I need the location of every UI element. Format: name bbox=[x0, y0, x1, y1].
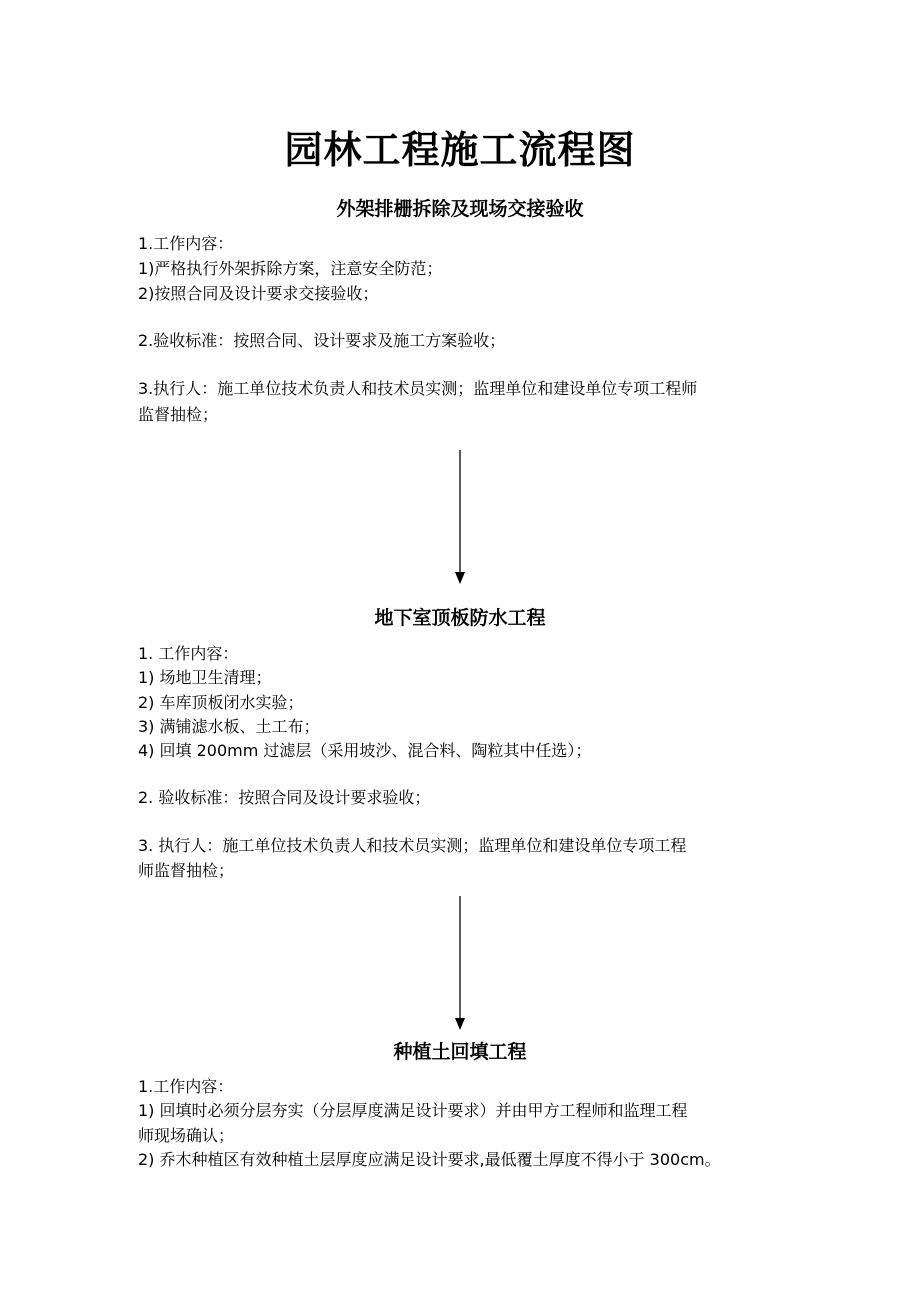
section-text-line: 1.工作内容： bbox=[138, 1077, 234, 1096]
section-text-line: 师监督抽检； bbox=[138, 861, 235, 880]
section-text-line: 1) 回填时必须分层夯实（分层厚度满足设计要求）并由甲方工程师和监理工程 bbox=[138, 1101, 688, 1120]
section-text-line: 3.执行人：施工单位技术负责人和技术员实测；监理单位和建设单位专项工程师 bbox=[138, 379, 698, 398]
section-text-line: 2) 车库顶板闭水实验； bbox=[138, 693, 304, 712]
page-title: 园林工程施工流程图 bbox=[284, 128, 636, 172]
section-text-line: 2) 乔木种植区有效种植土层厚度应满足设计要求,最低覆土厚度不得小于 300cm。 bbox=[138, 1150, 721, 1169]
section-text-line: 1)严格执行外架拆除方案，注意安全防范； bbox=[138, 259, 443, 278]
section-text-line: 3. 执行人：施工单位技术负责人和技术员实测；监理单位和建设单位专项工程 bbox=[138, 836, 687, 855]
section-heading-planting-soil-backfill: 种植土回填工程 bbox=[393, 1041, 527, 1063]
flow-arrow-down bbox=[452, 450, 468, 586]
section-text-line: 4) 回填 200mm 过滤层（采用坡沙、混合料、陶粒其中任选）； bbox=[138, 741, 592, 760]
section-text-line: 2. 验收标准：按照合同及设计要求验收； bbox=[138, 788, 431, 807]
section-text-line: 1. 工作内容： bbox=[138, 644, 239, 663]
section-text-line: 1.工作内容： bbox=[138, 234, 234, 253]
section-text-line: 师现场确认； bbox=[138, 1126, 235, 1145]
flow-arrow-down bbox=[452, 896, 468, 1032]
section-text-line: 2)按照合同及设计要求交接验收； bbox=[138, 284, 379, 303]
section-heading-scaffold-removal: 外架排栅拆除及现场交接验收 bbox=[336, 198, 584, 220]
section-heading-basement-roof-waterproofing: 地下室顶板防水工程 bbox=[374, 607, 546, 629]
section-text-line: 2.验收标准：按照合同、设计要求及施工方案验收； bbox=[138, 331, 506, 350]
section-text-line: 3) 满铺滤水板、土工布； bbox=[138, 717, 320, 736]
section-text-line: 监督抽检； bbox=[138, 405, 219, 424]
section-text-line: 1) 场地卫生清理； bbox=[138, 668, 272, 687]
